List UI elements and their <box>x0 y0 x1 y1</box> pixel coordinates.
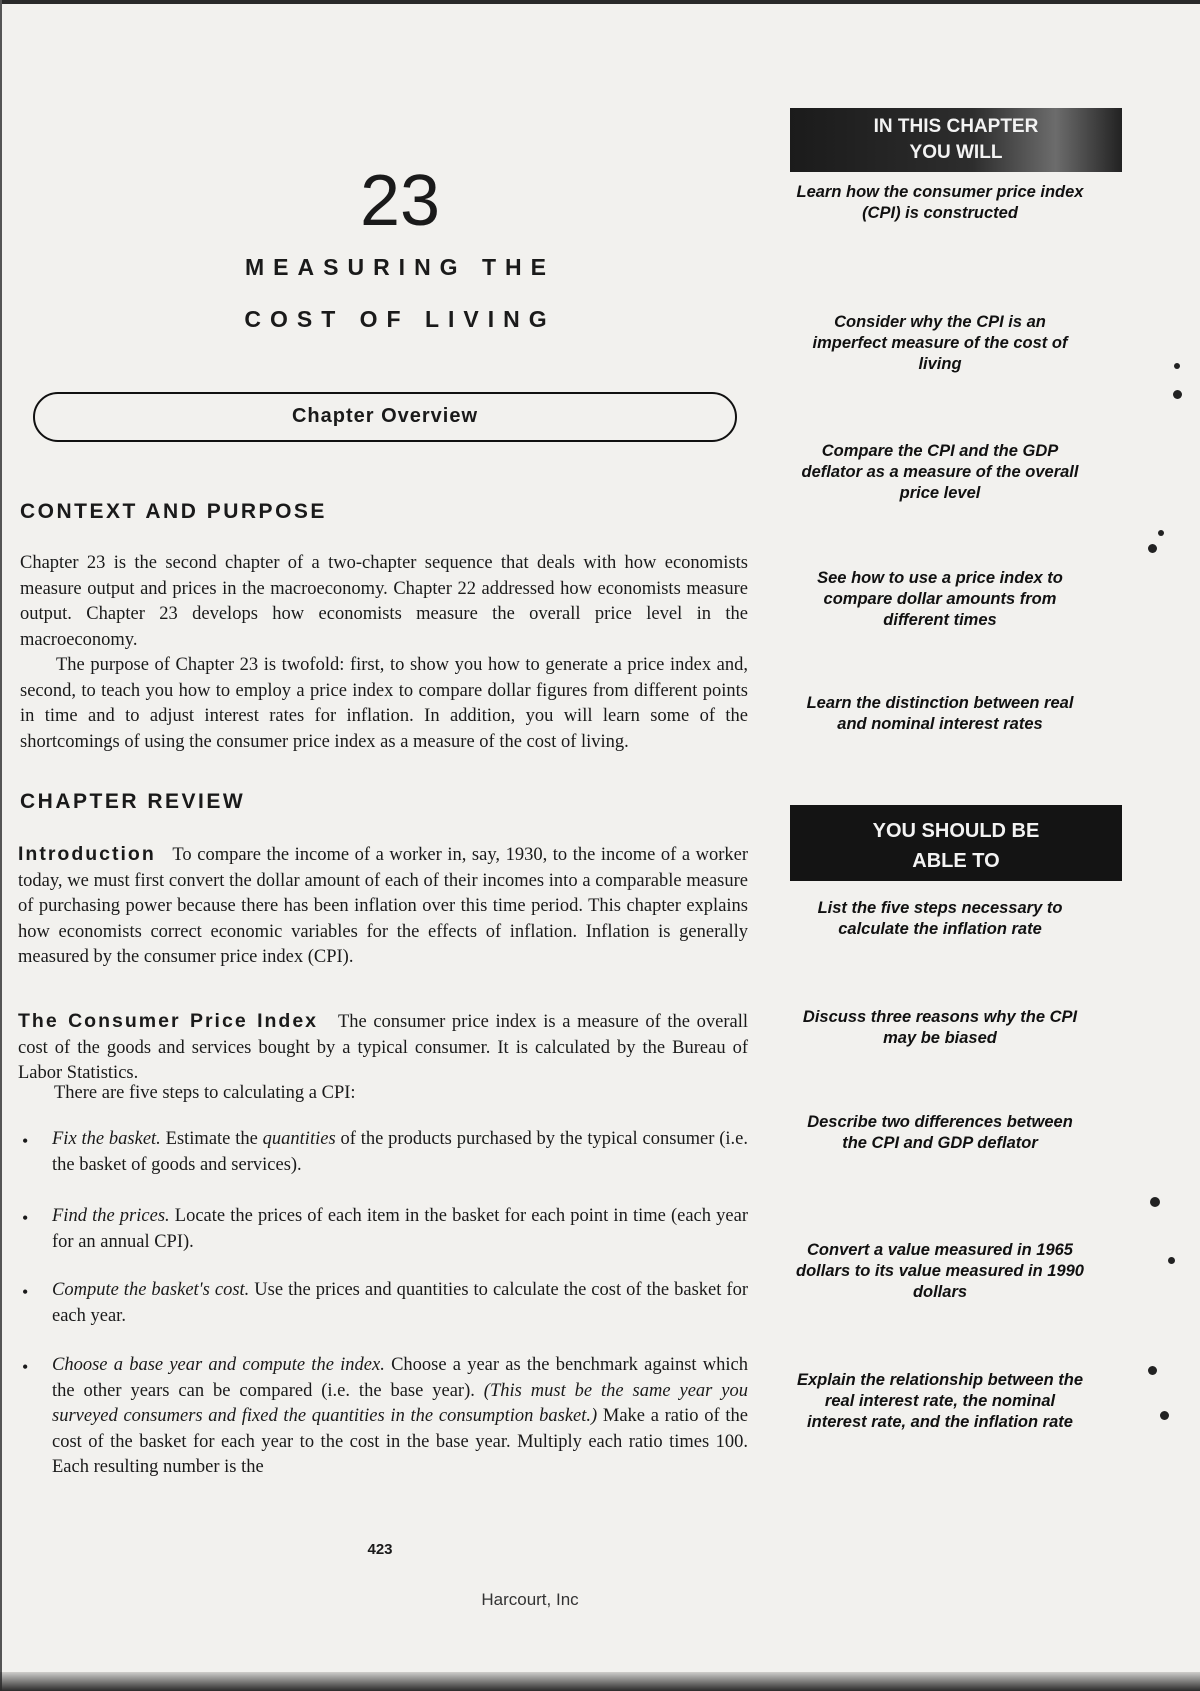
publisher-credit: Harcourt, Inc <box>481 1590 579 1609</box>
objective-item: Learn how the consumer price index (CPI) is constructed <box>796 183 1084 222</box>
top-rule <box>0 0 1200 4</box>
speck <box>1168 1257 1175 1264</box>
skill-item: List the five steps necessary to calculate the inflation rate <box>817 899 1063 938</box>
speck <box>1173 390 1182 399</box>
context-paragraph-1: Chapter 23 is the second chapter of a two-chapter sequence that deals with how economists measure output and prices in the macroeconomy. Chapter 22 addressed how economists measure output. Chapter 23 develops how economists measure the overall price level in the macroeconomy. <box>20 553 748 650</box>
chapter-overview-label: Chapter Overview <box>291 405 479 427</box>
chapter-number: 23 <box>359 161 441 241</box>
objective-item: Consider why the CPI is an imperfect measure of the cost of living <box>812 313 1068 373</box>
speck <box>1150 1197 1160 1207</box>
skill-item: Describe two differences between the CPI and GDP deflator <box>807 1113 1073 1152</box>
bullet-3: • <box>22 1282 29 1302</box>
introduction-runin: Introduction <box>18 843 156 865</box>
speck <box>1158 530 1164 536</box>
chapter-review-heading: CHAPTER REVIEW <box>20 790 246 813</box>
objective-item: Learn the distinction between real and nominal interest rates <box>806 694 1074 733</box>
skill-item: Explain the relationship between the real interest rate, the nominal interest rate, and the inflation rate <box>796 1371 1084 1431</box>
speck <box>1148 544 1157 553</box>
page-left-edge <box>0 0 2 1691</box>
page-number: 423 <box>367 1541 393 1558</box>
speck <box>1160 1411 1169 1420</box>
in-this-chapter-line1: IN THIS CHAPTER <box>873 116 1039 137</box>
cpi-runin: The Consumer Price Index <box>18 1010 319 1032</box>
scan-bottom-edge <box>0 1672 1200 1691</box>
cpi-paragraph <box>18 1009 748 1087</box>
in-this-chapter-line2: YOU WILL <box>909 142 1003 163</box>
step-item: Fix the basket. Estimate the quantities of the products purchased by the typical consumer (i.e. the basket of goods and services). <box>52 1129 749 1175</box>
context-heading: CONTEXT AND PURPOSE <box>20 500 327 523</box>
you-should-be-able-to-line2: ABLE TO <box>912 850 1000 872</box>
skill-item: Discuss three reasons why the CPI may be biased <box>802 1008 1078 1047</box>
chapter-overview-banner <box>33 392 737 442</box>
context-paragraph-2: The purpose of Chapter 23 is twofold: first, to show you how to generate a price index and, second, to teach you how to employ a price index to compare dollar figures from different points in time and to adjust interest rates for inflation. In addition, you will learn some of the shortcomings of using the consumer price index as a measure of the cost of living. <box>20 655 748 752</box>
chapter-title-line1: MEASURING THE <box>245 254 555 280</box>
speck <box>1148 1366 1157 1375</box>
steps-intro: There are five steps to calculating a CPI: <box>54 1083 356 1103</box>
speck <box>1174 363 1180 369</box>
introduction-text: To compare the income of a worker in, say, 1930, to the income of a worker today, we must first convert the dollar amount of each of their incomes into a comparable measure of purchasing power because there has been inflation over this time period. This chapter explains how economists correct economic variables for the effects of inflation. Inflation is generally measured by the consumer price index (CPI). <box>18 845 748 967</box>
skill-item: Convert a value measured in 1965 dollars to its value measured in 1990 dollars <box>796 1241 1084 1301</box>
bullet-4: • <box>22 1357 29 1377</box>
step-item: Find the prices. Locate the prices of each item in the basket for each point in time (each year for an annual CPI). <box>52 1206 748 1252</box>
bullet-2: • <box>22 1208 29 1228</box>
introduction-paragraph <box>18 842 748 971</box>
in-this-chapter-header <box>790 108 1122 172</box>
step-item: Choose a base year and compute the index. Choose a year as the benchmark against which the other years can be compared (i.e. the base year). (This must be the same year you surveyed consumers and fixed the quantities in the consumption basket.) Make a ratio of the cost of the basket for each year to the cost in the base year. Multiply each ratio times 100. Each resulting number is the <box>52 1355 748 1477</box>
step-item: Compute the basket's cost. Use the prices and quantities to calculate the cost of the basket for each year. <box>52 1280 748 1326</box>
objective-item: See how to use a price index to compare dollar amounts from different times <box>817 569 1063 629</box>
you-should-be-able-to-line1: YOU SHOULD BE <box>872 820 1040 842</box>
you-should-be-able-to-header <box>790 805 1122 881</box>
cpi-text: The consumer price index is a measure of the overall cost of the goods and services bought by a typical consumer. It is calculated by the Bureau of Labor Statistics. <box>18 1012 748 1083</box>
bullet-1: • <box>22 1131 29 1151</box>
chapter-title-line2: COST OF LIVING <box>244 306 556 332</box>
objective-item: Compare the CPI and the GDP deflator as a measure of the overall price level <box>801 442 1079 502</box>
